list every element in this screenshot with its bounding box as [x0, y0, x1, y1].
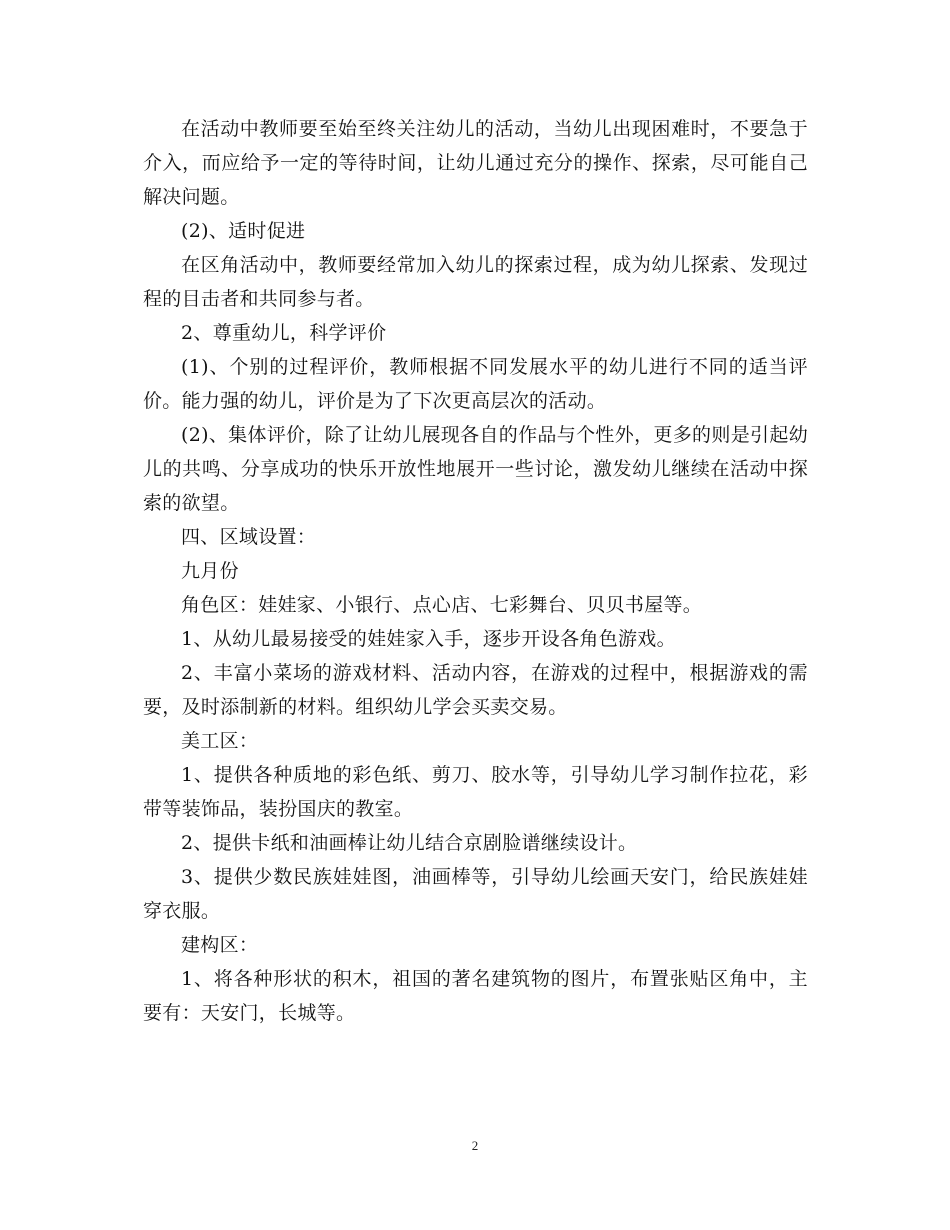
list-item-role-1: 1、从幼儿最易接受的娃娃家入手，逐步开设各角色游戏。 [181, 628, 676, 650]
list-item-art-2: 2、提供卡纸和油画棒让幼儿结合京剧脸谱继续设计。 [181, 832, 638, 854]
paragraph-individual-evaluation: (1)、个别的过程评价，教师根据不同发展水平的幼儿进行不同的适当评价。能力强的幼儿，评价是为了下次更高层次的活动。 [143, 356, 808, 412]
paragraph-group-evaluation: (2)、集体评价，除了让幼儿展现各自的作品与个性外，更多的则是引起幼儿的共鸣、分享成功的快乐开放性地展开一些讨论，激发幼儿继续在活动中探索的欲望。 [143, 424, 808, 514]
list-item-construction-1: 1、将各种形状的积木，祖国的著名建筑物的图片，布置张贴区角中，主要有：天安门，长城等。 [143, 968, 808, 1024]
list-item-art-1: 1、提供各种质地的彩色纸、剪刀、胶水等，引导幼儿学习制作拉花，彩带等装饰品，装扮国庆的教室。 [143, 764, 808, 820]
heading-art-area: 美工区： [181, 730, 259, 752]
heading-timely-promotion: (2)、适时促进 [181, 220, 306, 242]
heading-respect-evaluation: 2、尊重幼儿，科学评价 [181, 322, 387, 344]
heading-september: 九月份 [181, 560, 239, 582]
list-item-art-3: 3、提供少数民族娃娃图，油画棒等，引导幼儿绘画天安门，给民族娃娃穿衣服。 [143, 866, 808, 922]
list-item-role-2: 2、丰富小菜场的游戏材料、活动内容，在游戏的过程中，根据游戏的需要，及时添制新的材料。组织幼儿学会买卖交易。 [143, 662, 808, 718]
paragraph-corner-activity: 在区角活动中，教师要经常加入幼儿的探索过程，成为幼儿探索、发现过程的目击者和共同参与者。 [143, 254, 808, 310]
paragraph-teacher-attention: 在活动中教师要至始至终关注幼儿的活动，当幼儿出现困难时，不要急于介入，而应给予一定的等待时间，让幼儿通过充分的操作、探索，尽可能自己解决问题。 [143, 118, 808, 208]
document-body [143, 112, 808, 1030]
heading-area-setup: 四、区域设置： [181, 526, 317, 548]
heading-construction-area: 建构区： [181, 934, 259, 956]
page-number: 2 [471, 1138, 479, 1153]
paragraph-role-area: 角色区：娃娃家、小银行、点心店、七彩舞台、贝贝书屋等。 [181, 594, 703, 616]
